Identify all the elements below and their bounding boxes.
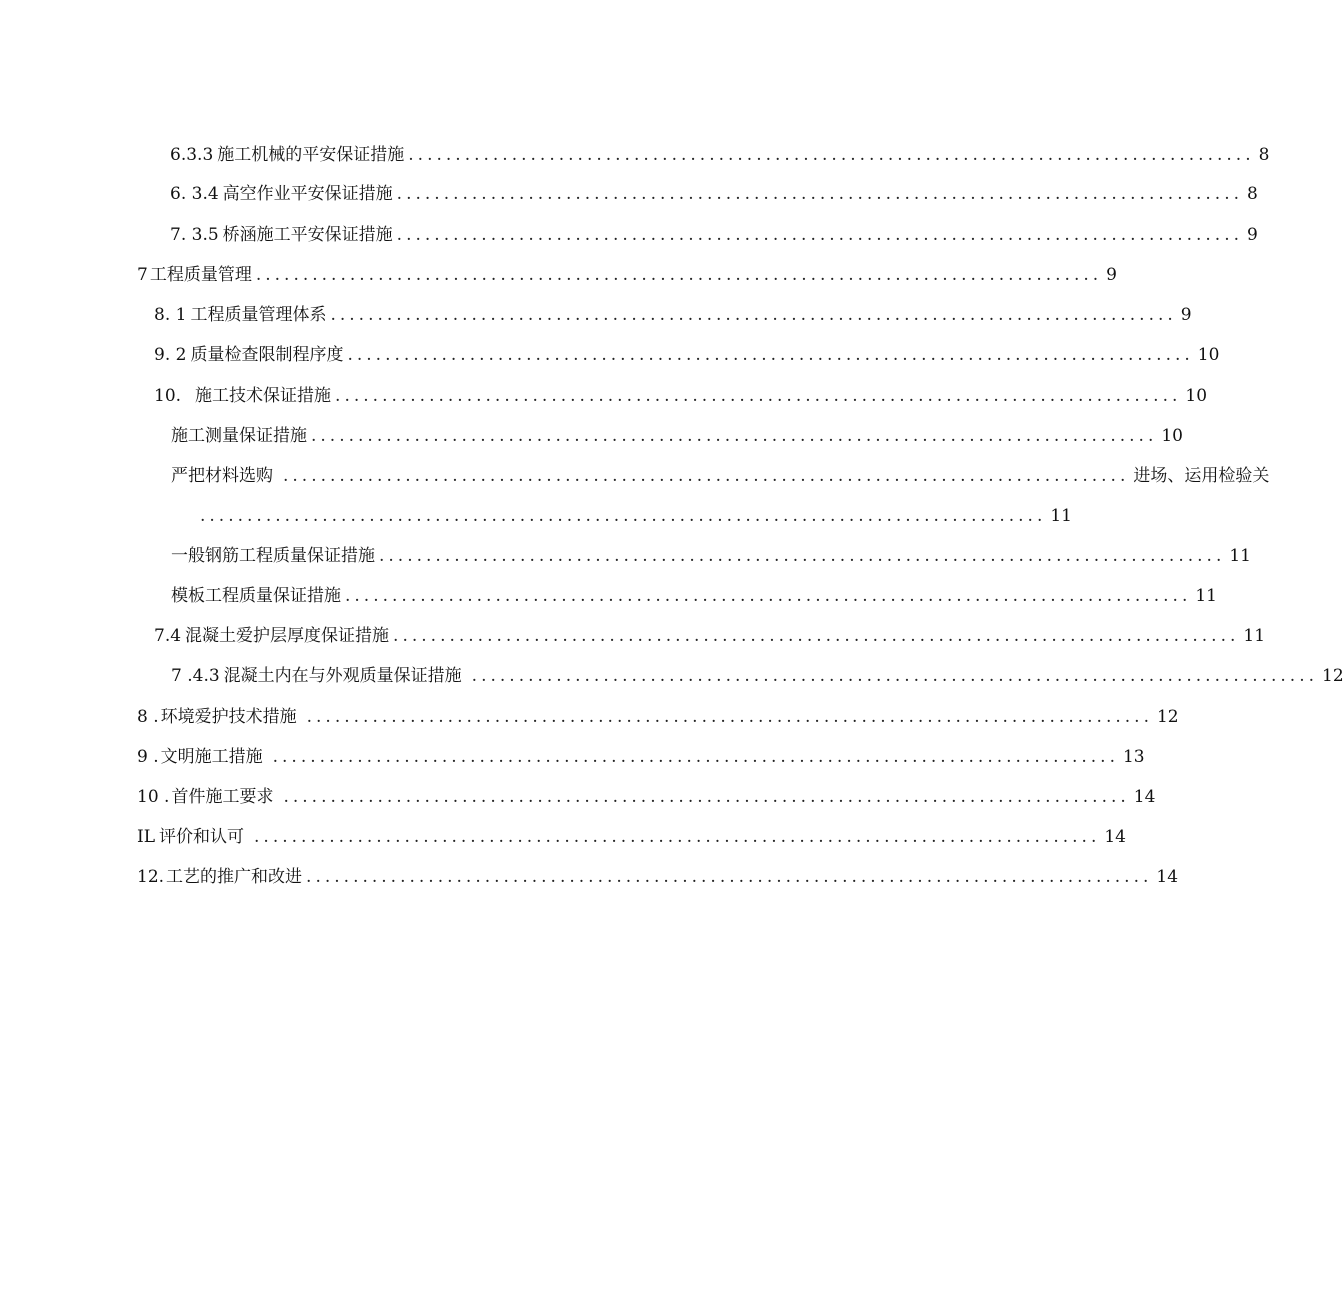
- toc-entry[interactable]: [137, 262, 1117, 288]
- toc-number: 8. 1: [154, 305, 187, 325]
- toc-title: 工程质量管理体系: [190, 305, 327, 325]
- toc-leader: ..........................................................................................: [408, 145, 1255, 165]
- toc-entry[interactable]: [154, 623, 1266, 649]
- toc-number: 12.: [137, 867, 165, 887]
- toc-leader: ..........................................................................................: [306, 707, 1153, 727]
- toc-leader: ..........................................................................................: [471, 666, 1319, 686]
- toc-entry[interactable]: [137, 744, 1145, 770]
- toc-number: 7. 3.5: [170, 225, 219, 245]
- toc-entry[interactable]: [137, 864, 1179, 890]
- toc-title: 施工技术保证措施: [195, 386, 332, 406]
- toc-number: 8 .: [137, 707, 159, 727]
- toc-page-number: 12: [1322, 666, 1344, 686]
- toc-page-number: 9: [1106, 265, 1117, 285]
- toc-number: 7 .4.3: [171, 666, 220, 686]
- toc-entry[interactable]: [170, 222, 1258, 248]
- toc-number: 6.3.3: [170, 145, 214, 165]
- toc-title: 严把材料选购: [171, 466, 273, 486]
- toc-title: 一般钢筋工程质量保证措施: [171, 546, 375, 566]
- toc-title: 模板工程质量保证措施: [171, 586, 341, 606]
- toc-title: 施工测量保证措施: [171, 426, 307, 446]
- toc-leader: ..........................................................................................: [272, 747, 1119, 767]
- toc-number: 7: [137, 265, 148, 285]
- toc-title: 工程质量管理: [149, 265, 252, 285]
- toc-leader: ..........................................................................................: [283, 787, 1130, 807]
- toc-entry[interactable]: [170, 181, 1258, 207]
- toc-page-number: 11: [1229, 546, 1251, 566]
- toc-page-number: 10: [1197, 345, 1220, 365]
- toc-entry[interactable]: [171, 423, 1183, 449]
- toc-title: 评价和认可: [159, 827, 245, 847]
- toc-page-number: 11: [1243, 626, 1266, 646]
- toc-entry[interactable]: [154, 302, 1192, 328]
- toc-number: IL: [137, 827, 156, 847]
- toc-entry[interactable]: [171, 543, 1251, 569]
- toc-leader: ..........................................................................................: [200, 506, 1047, 526]
- toc-leader: ..........................................................................................: [330, 305, 1177, 325]
- toc-number: 9. 2: [154, 345, 187, 365]
- toc-number: 10 .: [137, 787, 170, 807]
- toc-number: 6. 3.4: [170, 184, 219, 204]
- toc-page-number: 14: [1156, 867, 1179, 887]
- toc-entry[interactable]: [171, 663, 1344, 689]
- toc-page-number: 9: [1180, 305, 1192, 325]
- toc-number: 10.: [154, 386, 182, 406]
- toc-leader: ..........................................................................................: [283, 466, 1130, 486]
- toc-leader: ..........................................................................................: [335, 386, 1182, 406]
- toc-page-number: 13: [1122, 747, 1145, 767]
- toc-number: 7.4: [154, 626, 182, 646]
- toc-page-number: 10: [1185, 386, 1208, 406]
- toc-entry[interactable]: [171, 583, 1217, 609]
- toc-leader: ..........................................................................................: [396, 184, 1244, 204]
- toc-entry[interactable]: [171, 463, 1270, 489]
- toc-page-number: 14: [1104, 827, 1126, 847]
- toc-leader: ..........................................................................................: [255, 265, 1103, 285]
- toc-leader: ..........................................................................................: [396, 225, 1244, 245]
- toc-number: 9 .: [137, 747, 159, 767]
- toc-leader: ..........................................................................................: [311, 426, 1158, 446]
- toc-entry[interactable]: [137, 824, 1126, 850]
- toc-title: 高空作业平安保证措施: [222, 184, 393, 204]
- toc-leader: ..........................................................................................: [347, 345, 1194, 365]
- toc-title: 施工机械的平安保证措施: [217, 145, 405, 165]
- toc-page-number: 8: [1258, 145, 1270, 165]
- toc-title: 工艺的推广和改进: [166, 867, 303, 887]
- toc-title: 混凝土内在与外观质量保证措施: [223, 666, 462, 686]
- toc-title: 首件施工要求: [171, 787, 274, 807]
- toc-entry[interactable]: [137, 704, 1179, 730]
- toc-leader: ..........................................................................................: [254, 827, 1101, 847]
- toc-entry-continuation[interactable]: [200, 503, 1072, 529]
- toc-entry[interactable]: [170, 142, 1270, 168]
- toc-title: 质量检查限制程序度: [190, 345, 344, 365]
- toc-page-number: 10: [1161, 426, 1183, 446]
- toc-entry[interactable]: [154, 342, 1220, 368]
- toc-title: 桥涵施工平安保证措施: [222, 225, 393, 245]
- toc-entry[interactable]: [154, 383, 1208, 409]
- toc-title: 环境爱护技术措施: [160, 707, 297, 727]
- toc-leader: ..........................................................................................: [306, 867, 1153, 887]
- toc-page-number: 11: [1050, 506, 1072, 526]
- toc-title: 文明施工措施: [160, 747, 263, 767]
- toc-leader: ..........................................................................................: [393, 626, 1240, 646]
- toc-page-number: 11: [1195, 586, 1217, 606]
- toc-entry[interactable]: [137, 784, 1156, 810]
- toc-page-number: 8: [1247, 184, 1258, 204]
- toc-title-continuation: 进场、运用检验关: [1133, 466, 1270, 486]
- toc-title: 混凝土爱护层厚度保证措施: [185, 626, 390, 646]
- toc-page-number: 14: [1133, 787, 1156, 807]
- toc-leader: ..........................................................................................: [379, 546, 1226, 566]
- toc-page-number: 9: [1247, 225, 1258, 245]
- toc-leader: ..........................................................................................: [345, 586, 1192, 606]
- toc-page-number: 12: [1156, 707, 1179, 727]
